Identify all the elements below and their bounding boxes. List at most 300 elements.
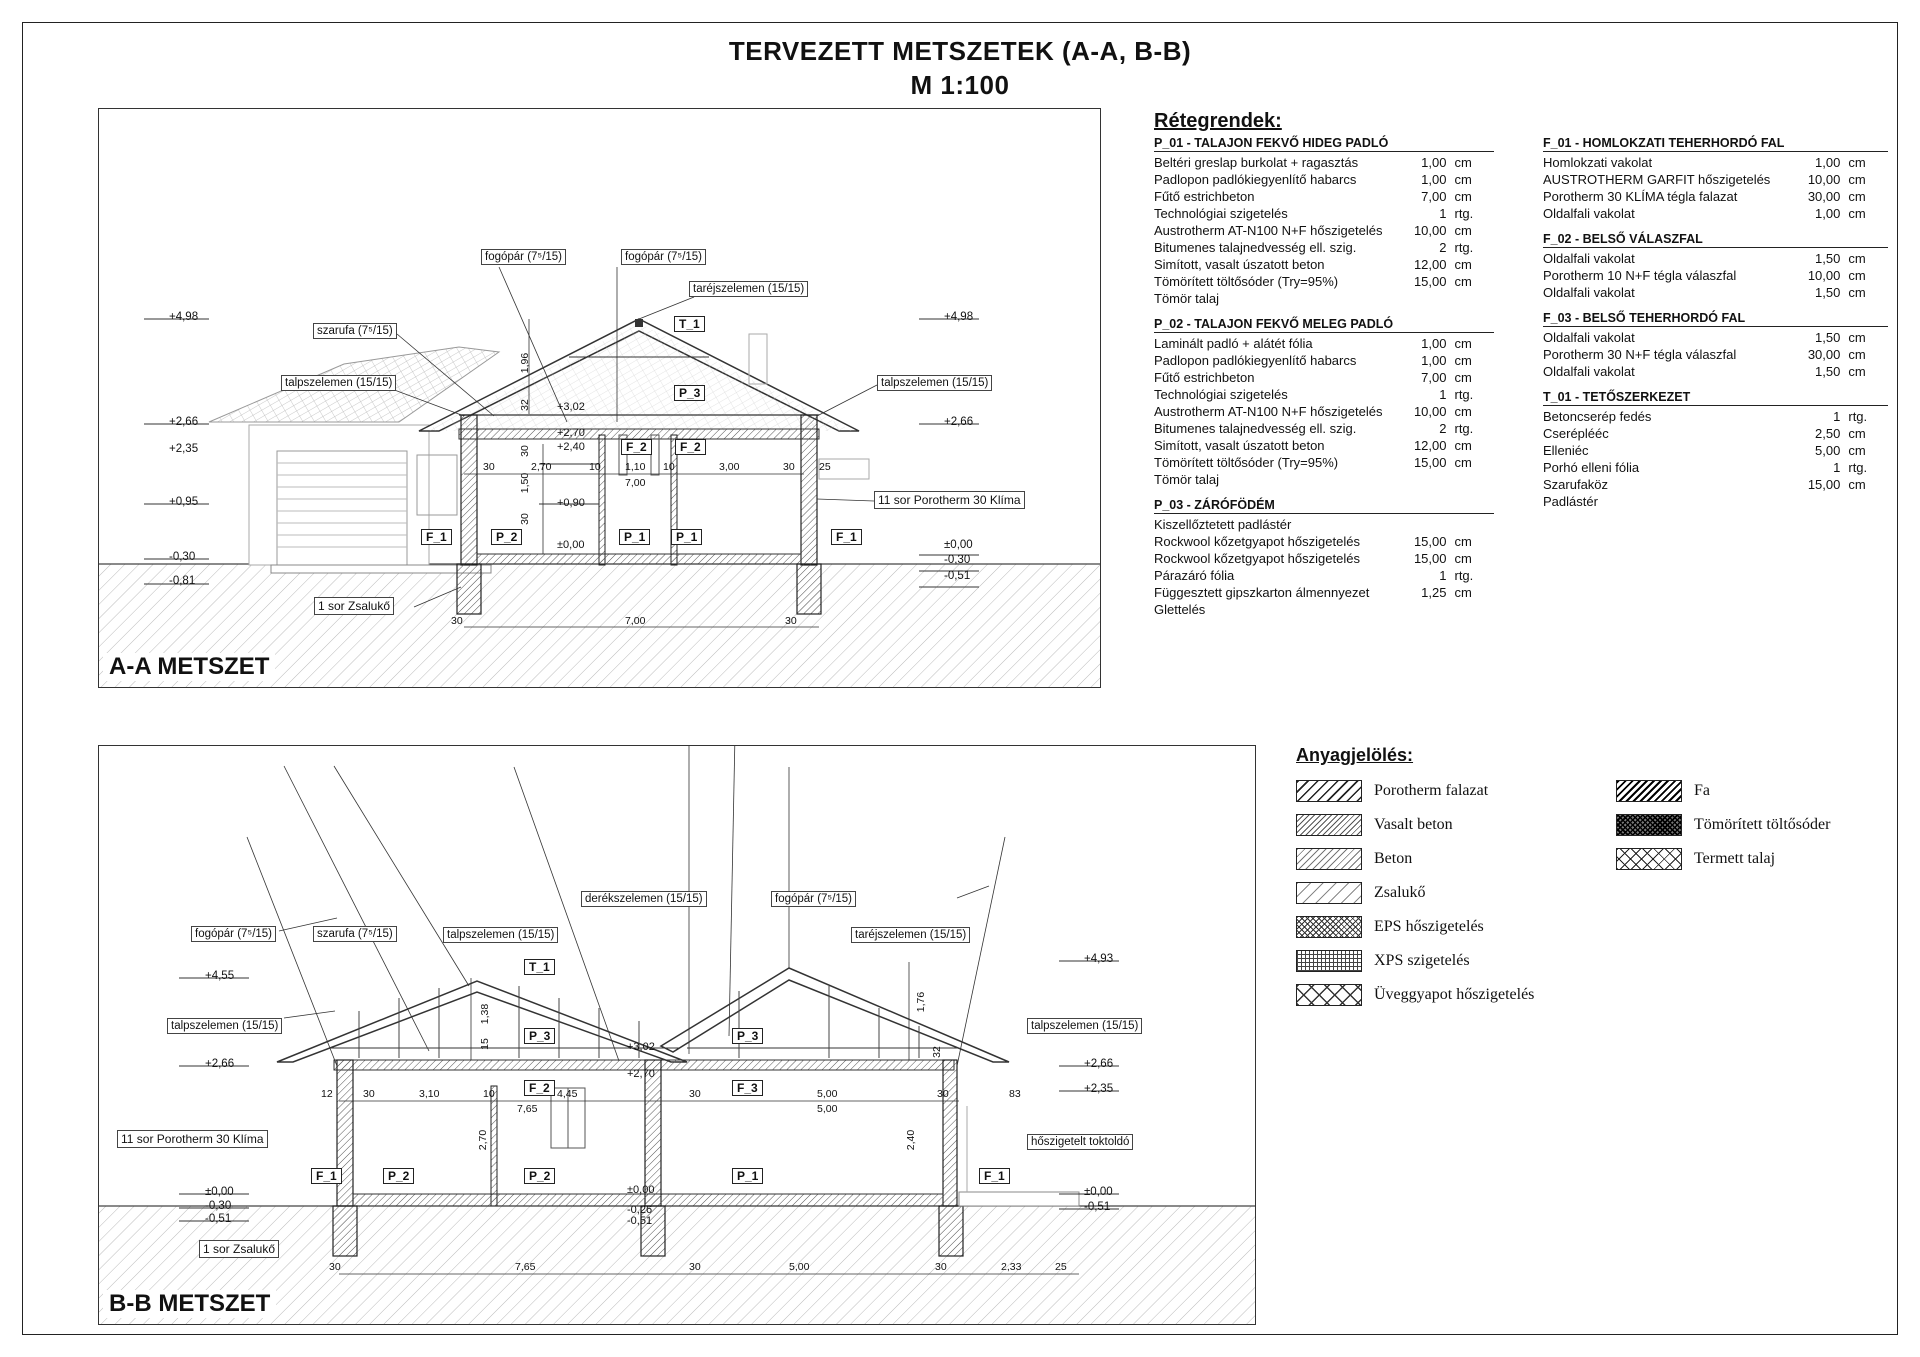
aa-level-498-right: +4,98: [944, 311, 974, 323]
layer-unit: cm: [1454, 353, 1472, 368]
layer-name: Függesztett gipszkarton álmennyezet: [1154, 585, 1370, 600]
layer-row: [1543, 442, 1888, 459]
layer-thickness: 1: [1833, 409, 1841, 424]
layer-name: Glettelés: [1154, 602, 1206, 617]
bb-dim: 10: [483, 1088, 495, 1100]
material-legend-item: [1296, 982, 1534, 1008]
layer-thickness: 1,50: [1815, 285, 1841, 300]
bb-dim: 32: [930, 1046, 943, 1058]
bb-level-266-left: +2,66: [205, 1058, 235, 1070]
aa-dim: 30: [518, 513, 531, 525]
aa-label-porotherm: 11 sor Porotherm 30 Klíma: [874, 491, 1025, 509]
layer-unit: rtg.: [1454, 206, 1474, 221]
material-label: XPS szigetelés: [1374, 952, 1470, 969]
layer-name: Porhó elleni fólia: [1543, 460, 1640, 475]
aa-level-m081: -0,81: [169, 575, 196, 587]
layer-unit: cm: [1454, 455, 1472, 470]
bb-label-porotherm: 11 sor Porotherm 30 Klíma: [117, 1130, 268, 1148]
layer-unit: cm: [1454, 274, 1472, 289]
layer-row: [1154, 567, 1494, 584]
layer-unit: cm: [1454, 534, 1472, 549]
bb-level-m051-left: -0,51: [205, 1213, 232, 1225]
material-swatch: [1296, 814, 1362, 836]
aa-dim: 10: [589, 461, 601, 473]
layer-name: Austrotherm AT-N100 N+F hőszigetelés: [1154, 223, 1383, 238]
bb-dim: 5,00: [817, 1103, 838, 1115]
material-swatch: [1296, 950, 1362, 972]
aa-level-m030: -0,30: [169, 551, 196, 563]
material-swatch: [1296, 916, 1362, 938]
bb-tag-p2-a: P_2: [383, 1168, 414, 1184]
bb-level-000-left: ±0,00: [205, 1186, 234, 1198]
bb-tag-f2: F_2: [524, 1080, 555, 1096]
layer-name: Porotherm 10 N+F tégla válaszfal: [1543, 268, 1737, 283]
layer-section-header: F_02 - BELSŐ VÁLASZFAL: [1543, 232, 1888, 248]
material-label: Termett talaj: [1694, 850, 1776, 867]
section-aa-drawing: [99, 109, 1101, 688]
aa-label-talpszelemen-left: talpszelemen (15/15): [281, 375, 396, 391]
layer-thickness: 2,50: [1815, 426, 1841, 441]
section-aa-panel: [98, 108, 1101, 688]
bb-label-talpszelemen-left: talpszelemen (15/15): [167, 1018, 282, 1034]
aa-label-tarejszelemen: taréjszelemen (15/15): [689, 281, 808, 297]
layer-unit: cm: [1454, 155, 1472, 170]
bb-dim: 12: [321, 1088, 333, 1100]
layer-section-header: P_01 - TALAJON FEKVŐ HIDEG PADLÓ: [1154, 136, 1494, 152]
layer-thickness: 1,50: [1815, 364, 1841, 379]
layer-name: Beltéri greslap burkolat + ragasztás: [1154, 155, 1359, 170]
layer-unit: cm: [1454, 438, 1472, 453]
layer-thickness: 15,00: [1807, 477, 1841, 492]
layer-row: [1154, 256, 1494, 273]
layer-row: [1154, 584, 1494, 601]
bb-level-235: +2,35: [1084, 1083, 1114, 1095]
layer-thickness: [1416, 601, 1455, 618]
layer-name: Austrotherm AT-N100 N+F hőszigetelés: [1154, 404, 1383, 419]
layer-row: [1543, 476, 1888, 493]
layer-row: [1154, 420, 1494, 437]
aa-tag-p2: P_2: [491, 529, 522, 545]
layer-row: [1154, 188, 1494, 205]
bb-level-493: +4,93: [1084, 953, 1114, 965]
layer-name: Betoncserép fedés: [1543, 409, 1652, 424]
aa-dim: 3,00: [719, 461, 740, 473]
layer-name: Bitumenes talajnedvesség ell. szig.: [1154, 421, 1357, 436]
layer-row: [1154, 454, 1494, 471]
layer-name: Technológiai szigetelés: [1154, 387, 1288, 402]
layer-row: [1154, 239, 1494, 256]
layer-name: Tömörített töltősóder (Try=95%): [1154, 274, 1339, 289]
bb-dim: 25: [1055, 1261, 1067, 1273]
layer-thickness: 1,00: [1421, 155, 1447, 170]
layer-thickness: 15,00: [1413, 274, 1447, 289]
aa-dim: 30: [483, 461, 495, 473]
aa-dim: 30: [783, 461, 795, 473]
aa-dim: 2,70: [531, 461, 552, 473]
bb-label-tarejszelemen: taréjszelemen (15/15): [851, 927, 970, 943]
layer-name: Tömör talaj: [1154, 291, 1220, 306]
layer-thickness: 30,00: [1807, 347, 1841, 362]
layer-name: Oldalfali vakolat: [1543, 206, 1635, 221]
aa-dim: 1,50: [519, 472, 532, 494]
bb-level-270: +2,70: [627, 1068, 655, 1080]
layer-section: [1543, 311, 1888, 380]
layer-unit: cm: [1848, 251, 1866, 266]
layer-name: Laminált padló + alátét fólia: [1154, 336, 1313, 351]
aa-dim: 32: [518, 399, 531, 411]
material-label: Tömörített töltősóder: [1694, 816, 1831, 833]
layers-left-column: [1154, 136, 1494, 628]
section-bb-drawing: [99, 746, 1256, 1325]
layer-section: [1543, 136, 1888, 222]
layer-name: AUSTROTHERM GARFIT hőszigetelés: [1543, 172, 1771, 187]
layer-unit: cm: [1848, 155, 1866, 170]
layer-row: [1154, 222, 1494, 239]
bb-dim: 7,65: [515, 1261, 536, 1273]
layer-row: [1154, 335, 1494, 352]
material-label: Beton: [1374, 850, 1413, 867]
drawing-scale: M 1:100: [910, 70, 1010, 100]
aa-level-m051-right: -0,51: [944, 570, 971, 582]
layer-row: [1154, 516, 1494, 533]
layer-section-header: F_01 - HOMLOKZATI TEHERHORDÓ FAL: [1543, 136, 1888, 152]
layer-section: [1154, 136, 1494, 307]
layer-name: Porotherm 30 KLÍMA tégla falazat: [1543, 189, 1738, 204]
layer-row: [1543, 188, 1888, 205]
bb-dim: 30: [935, 1261, 947, 1273]
layer-name: Kiszellőztetett padlástér: [1154, 517, 1292, 532]
bb-dim: 30: [363, 1088, 375, 1100]
layer-thickness: 1,00: [1421, 336, 1447, 351]
material-legend-item: [1296, 846, 1412, 872]
aa-dim: 1,10: [625, 461, 646, 473]
layer-name: Rockwool kőzetgyapot hőszigetelés: [1154, 551, 1360, 566]
layer-unit: cm: [1848, 285, 1866, 300]
layer-unit: rtg.: [1848, 460, 1868, 475]
layer-row: [1154, 171, 1494, 188]
bb-dim: 2,40: [905, 1129, 918, 1151]
layer-row: [1543, 284, 1888, 301]
material-label: Zsalukő: [1374, 884, 1426, 901]
bb-level-455: +4,55: [205, 970, 235, 982]
layer-row: [1543, 459, 1888, 476]
layers-title: Rétegrendek:: [1154, 110, 1282, 132]
layer-unit: cm: [1848, 477, 1866, 492]
layer-thickness: 1,00: [1815, 206, 1841, 221]
layer-thickness: 1: [1439, 387, 1447, 402]
material-legend-item: [1616, 846, 1775, 872]
bb-tag-f1-b: F_1: [979, 1168, 1010, 1184]
layer-section-header: P_02 - TALAJON FEKVŐ MELEG PADLÓ: [1154, 317, 1494, 333]
aa-dim: 1,96: [519, 352, 532, 374]
layer-row: [1543, 171, 1888, 188]
bb-tag-f3: F_3: [732, 1080, 763, 1096]
layer-row: [1543, 363, 1888, 380]
layer-thickness: 30,00: [1807, 189, 1841, 204]
layer-row: [1154, 290, 1494, 307]
aa-level-266-left: +2,66: [169, 416, 199, 428]
layer-thickness: [1791, 493, 1841, 510]
layer-row: [1543, 154, 1888, 171]
layer-section-header: T_01 - TETŐSZERKEZET: [1543, 390, 1888, 406]
material-swatch: [1296, 848, 1362, 870]
aa-tag-f2-b: F_2: [675, 439, 706, 455]
layers-right-column: [1543, 136, 1888, 520]
bb-label-talpszelemen-top: talpszelemen (15/15): [443, 927, 558, 943]
layer-unit: cm: [1848, 426, 1866, 441]
bb-tag-f1-a: F_1: [311, 1168, 342, 1184]
layer-thickness: 1: [1439, 568, 1447, 583]
layer-row: [1154, 352, 1494, 369]
bb-level-m051-mid: -0,51: [627, 1215, 653, 1227]
aa-level-090: +0,90: [557, 497, 585, 509]
bb-tag-p2-b: P_2: [524, 1168, 555, 1184]
layer-unit: cm: [1454, 257, 1472, 272]
layer-name: Fűtő estrichbeton: [1154, 189, 1255, 204]
layer-section: [1154, 498, 1494, 618]
layer-name: Fűtő estrichbeton: [1154, 370, 1255, 385]
bb-dim: 1,76: [915, 991, 928, 1013]
material-legend-item: [1616, 812, 1830, 838]
section-aa-title: A-A METSZET: [103, 653, 275, 681]
layer-unit: rtg.: [1454, 240, 1474, 255]
layer-row: [1154, 471, 1494, 488]
aa-tag-p1-b: P_1: [671, 529, 702, 545]
layer-thickness: 15,00: [1413, 551, 1447, 566]
layer-thickness: 12,00: [1413, 257, 1447, 272]
layer-name: Padlopon padlókiegyenlítő habarcs: [1154, 353, 1357, 368]
aa-label-fogopar-2: fogópár (7⁵/15): [621, 249, 706, 265]
aa-dim: 10: [663, 461, 675, 473]
bb-level-000-mid: ±0,00: [627, 1184, 655, 1196]
bb-dim: 15: [478, 1038, 491, 1050]
layer-thickness: 10,00: [1413, 404, 1447, 419]
layer-unit: rtg.: [1454, 568, 1474, 583]
aa-dim: 30: [451, 615, 463, 627]
layer-thickness: 10,00: [1413, 223, 1447, 238]
layer-name: Oldalfali vakolat: [1543, 330, 1635, 345]
layer-name: Technológiai szigetelés: [1154, 206, 1288, 221]
aa-level-000: ±0,00: [557, 539, 585, 551]
bb-dim: 30: [689, 1088, 701, 1100]
bb-dim: 3,10: [419, 1088, 440, 1100]
aa-tag-t1: T_1: [674, 316, 705, 332]
material-legend-item: [1296, 914, 1484, 940]
layer-unit: rtg.: [1454, 421, 1474, 436]
layer-name: Padlopon padlókiegyenlítő habarcs: [1154, 172, 1357, 187]
material-label: EPS hőszigetelés: [1374, 918, 1484, 935]
layer-thickness: [1416, 290, 1455, 307]
layer-thickness: 15,00: [1413, 534, 1447, 549]
layer-section: [1543, 232, 1888, 301]
bb-level-m030: -0,30: [205, 1200, 232, 1212]
material-legend-item: [1296, 778, 1488, 804]
bb-label-hoszigetelt-toktoldo: hőszigetelt toktoldó: [1027, 1134, 1133, 1150]
aa-level-235: +2,35: [169, 443, 199, 455]
layer-row: [1154, 550, 1494, 567]
layer-thickness: 10,00: [1807, 172, 1841, 187]
bb-level-266-right: +2,66: [1084, 1058, 1114, 1070]
layer-thickness: 1,00: [1421, 172, 1447, 187]
layer-name: Oldalfali vakolat: [1543, 285, 1635, 300]
layer-name: Homlokzati vakolat: [1543, 155, 1653, 170]
layer-row: [1154, 601, 1494, 618]
layer-unit: [1455, 471, 1494, 488]
aa-label-fogopar-1: fogópár (7⁵/15): [481, 249, 566, 265]
layer-thickness: 7,00: [1421, 189, 1447, 204]
layer-row: [1543, 329, 1888, 346]
bb-level-000-right: ±0,00: [1084, 1186, 1113, 1198]
layer-row: [1543, 408, 1888, 425]
layer-thickness: 2: [1439, 240, 1447, 255]
material-label: Vasalt beton: [1374, 816, 1453, 833]
layer-name: Tömör talaj: [1154, 472, 1220, 487]
material-legend-item: [1296, 812, 1453, 838]
bb-label-fogopar-1: fogópár (7⁵/15): [191, 926, 276, 942]
layer-unit: cm: [1454, 189, 1472, 204]
layer-unit: cm: [1848, 189, 1866, 204]
layer-unit: [1455, 601, 1494, 618]
bb-level-m026: -0,26: [627, 1204, 653, 1216]
aa-dim: 25: [819, 461, 831, 473]
layer-unit: [1455, 516, 1494, 533]
aa-level-498-left: +4,98: [169, 311, 199, 323]
bb-label-szarufa: szarufa (7⁵/15): [313, 926, 397, 942]
bb-dim: 30: [329, 1261, 341, 1273]
material-swatch: [1296, 984, 1362, 1006]
layer-name: Oldalfali vakolat: [1543, 364, 1635, 379]
layer-unit: cm: [1848, 172, 1866, 187]
bb-dim: 2,33: [1001, 1261, 1022, 1273]
layer-unit: cm: [1848, 206, 1866, 221]
bb-dim: 5,00: [789, 1261, 810, 1273]
bb-tag-t1: T_1: [524, 959, 555, 975]
bb-level-302: +3,02: [627, 1041, 655, 1053]
bb-dim: 7,65: [517, 1103, 538, 1115]
layer-name: Porotherm 30 N+F tégla válaszfal: [1543, 347, 1737, 362]
layer-name: Bitumenes talajnedvesség ell. szig.: [1154, 240, 1357, 255]
materials-title: Anyagjelölés:: [1296, 745, 1414, 765]
material-swatch: [1616, 848, 1682, 870]
layer-thickness: 15,00: [1413, 455, 1447, 470]
bb-dim: 30: [689, 1261, 701, 1273]
layer-row: [1154, 533, 1494, 550]
layer-row: [1154, 205, 1494, 222]
layer-unit: rtg.: [1454, 387, 1474, 402]
layer-unit: [1840, 493, 1888, 510]
layer-section: [1543, 390, 1888, 510]
material-legend-item: [1616, 778, 1710, 804]
layer-row: [1154, 386, 1494, 403]
section-bb-panel: [98, 745, 1256, 1325]
layer-unit: cm: [1848, 268, 1866, 283]
layer-section-header: F_03 - BELSŐ TEHERHORDÓ FAL: [1543, 311, 1888, 327]
material-label: Porotherm falazat: [1374, 782, 1489, 799]
layer-thickness: 1,00: [1815, 155, 1841, 170]
bb-dim: 30: [937, 1088, 949, 1100]
aa-label-talpszelemen-right: talpszelemen (15/15): [877, 375, 992, 391]
aa-tag-f1-a: F_1: [421, 529, 452, 545]
layer-row: [1543, 250, 1888, 267]
layer-name: Párazáró fólia: [1154, 568, 1235, 583]
material-swatch: [1296, 780, 1362, 802]
layer-name: Tömörített töltősóder (Try=95%): [1154, 455, 1339, 470]
layer-unit: [1455, 290, 1494, 307]
aa-level-095: +0,95: [169, 496, 199, 508]
aa-level-266-right: +2,66: [944, 416, 974, 428]
layer-unit: cm: [1848, 443, 1866, 458]
bb-dim: 4,45: [557, 1088, 578, 1100]
material-swatch: [1296, 882, 1362, 904]
bb-dim: 5,00: [817, 1088, 838, 1100]
material-label: Fa: [1694, 782, 1710, 799]
layer-section: [1154, 317, 1494, 488]
section-bb-title: B-B METSZET: [103, 1290, 276, 1318]
aa-dim: 30: [518, 445, 531, 457]
aa-level-302: +3,02: [557, 401, 585, 413]
layer-thickness: 5,00: [1815, 443, 1841, 458]
layer-thickness: [1416, 471, 1455, 488]
layer-row: [1543, 346, 1888, 363]
aa-dim: 7,00: [625, 477, 646, 489]
layer-unit: cm: [1848, 330, 1866, 345]
layer-row: [1154, 273, 1494, 290]
bb-dim: 83: [1009, 1088, 1021, 1100]
aa-dim: 7,00: [625, 615, 646, 627]
layer-thickness: 2: [1439, 421, 1447, 436]
material-legend-item: [1296, 880, 1426, 906]
aa-tag-p1-a: P_1: [619, 529, 650, 545]
aa-label-szarufa: szarufa (7⁵/15): [313, 323, 397, 339]
layer-unit: cm: [1454, 223, 1472, 238]
layer-name: Szarufaköz: [1543, 477, 1609, 492]
layer-name: Padlástér: [1543, 494, 1598, 509]
bb-label-talpszelemen-right: talpszelemen (15/15): [1027, 1018, 1142, 1034]
bb-label-zsaluko: 1 sor Zsalukő: [199, 1240, 279, 1258]
layer-row: [1543, 493, 1888, 510]
layer-unit: cm: [1454, 370, 1472, 385]
aa-tag-p3: P_3: [674, 385, 705, 401]
layer-unit: cm: [1454, 551, 1472, 566]
layer-unit: rtg.: [1848, 409, 1868, 424]
layer-row: [1154, 403, 1494, 420]
layer-row: [1543, 205, 1888, 222]
layer-unit: cm: [1454, 336, 1472, 351]
layer-unit: cm: [1848, 347, 1866, 362]
bb-tag-p3-b: P_3: [732, 1028, 763, 1044]
aa-level-m030-right: -0,30: [944, 554, 971, 566]
material-swatch: [1616, 814, 1682, 836]
layer-name: Elleniéc: [1543, 443, 1589, 458]
layer-thickness: 1: [1439, 206, 1447, 221]
layer-thickness: [1416, 516, 1455, 533]
layer-unit: cm: [1454, 172, 1472, 187]
aa-tag-f1-b: F_1: [831, 529, 862, 545]
layer-thickness: 1,25: [1421, 585, 1447, 600]
layer-name: Simított, vasalt úszatott beton: [1154, 438, 1325, 453]
aa-label-zsaluko: 1 sor Zsalukő: [314, 597, 394, 615]
bb-dim: 1,38: [479, 1003, 492, 1025]
layer-unit: cm: [1454, 404, 1472, 419]
layer-name: Simított, vasalt úszatott beton: [1154, 257, 1325, 272]
aa-level-240: +2,40: [557, 441, 585, 453]
material-label: Üveggyapot hőszigetelés: [1374, 986, 1535, 1003]
layer-unit: cm: [1848, 364, 1866, 379]
layer-row: [1543, 267, 1888, 284]
aa-tag-f2-a: F_2: [621, 439, 652, 455]
bb-tag-p3-a: P_3: [524, 1028, 555, 1044]
material-legend-item: [1296, 948, 1470, 974]
